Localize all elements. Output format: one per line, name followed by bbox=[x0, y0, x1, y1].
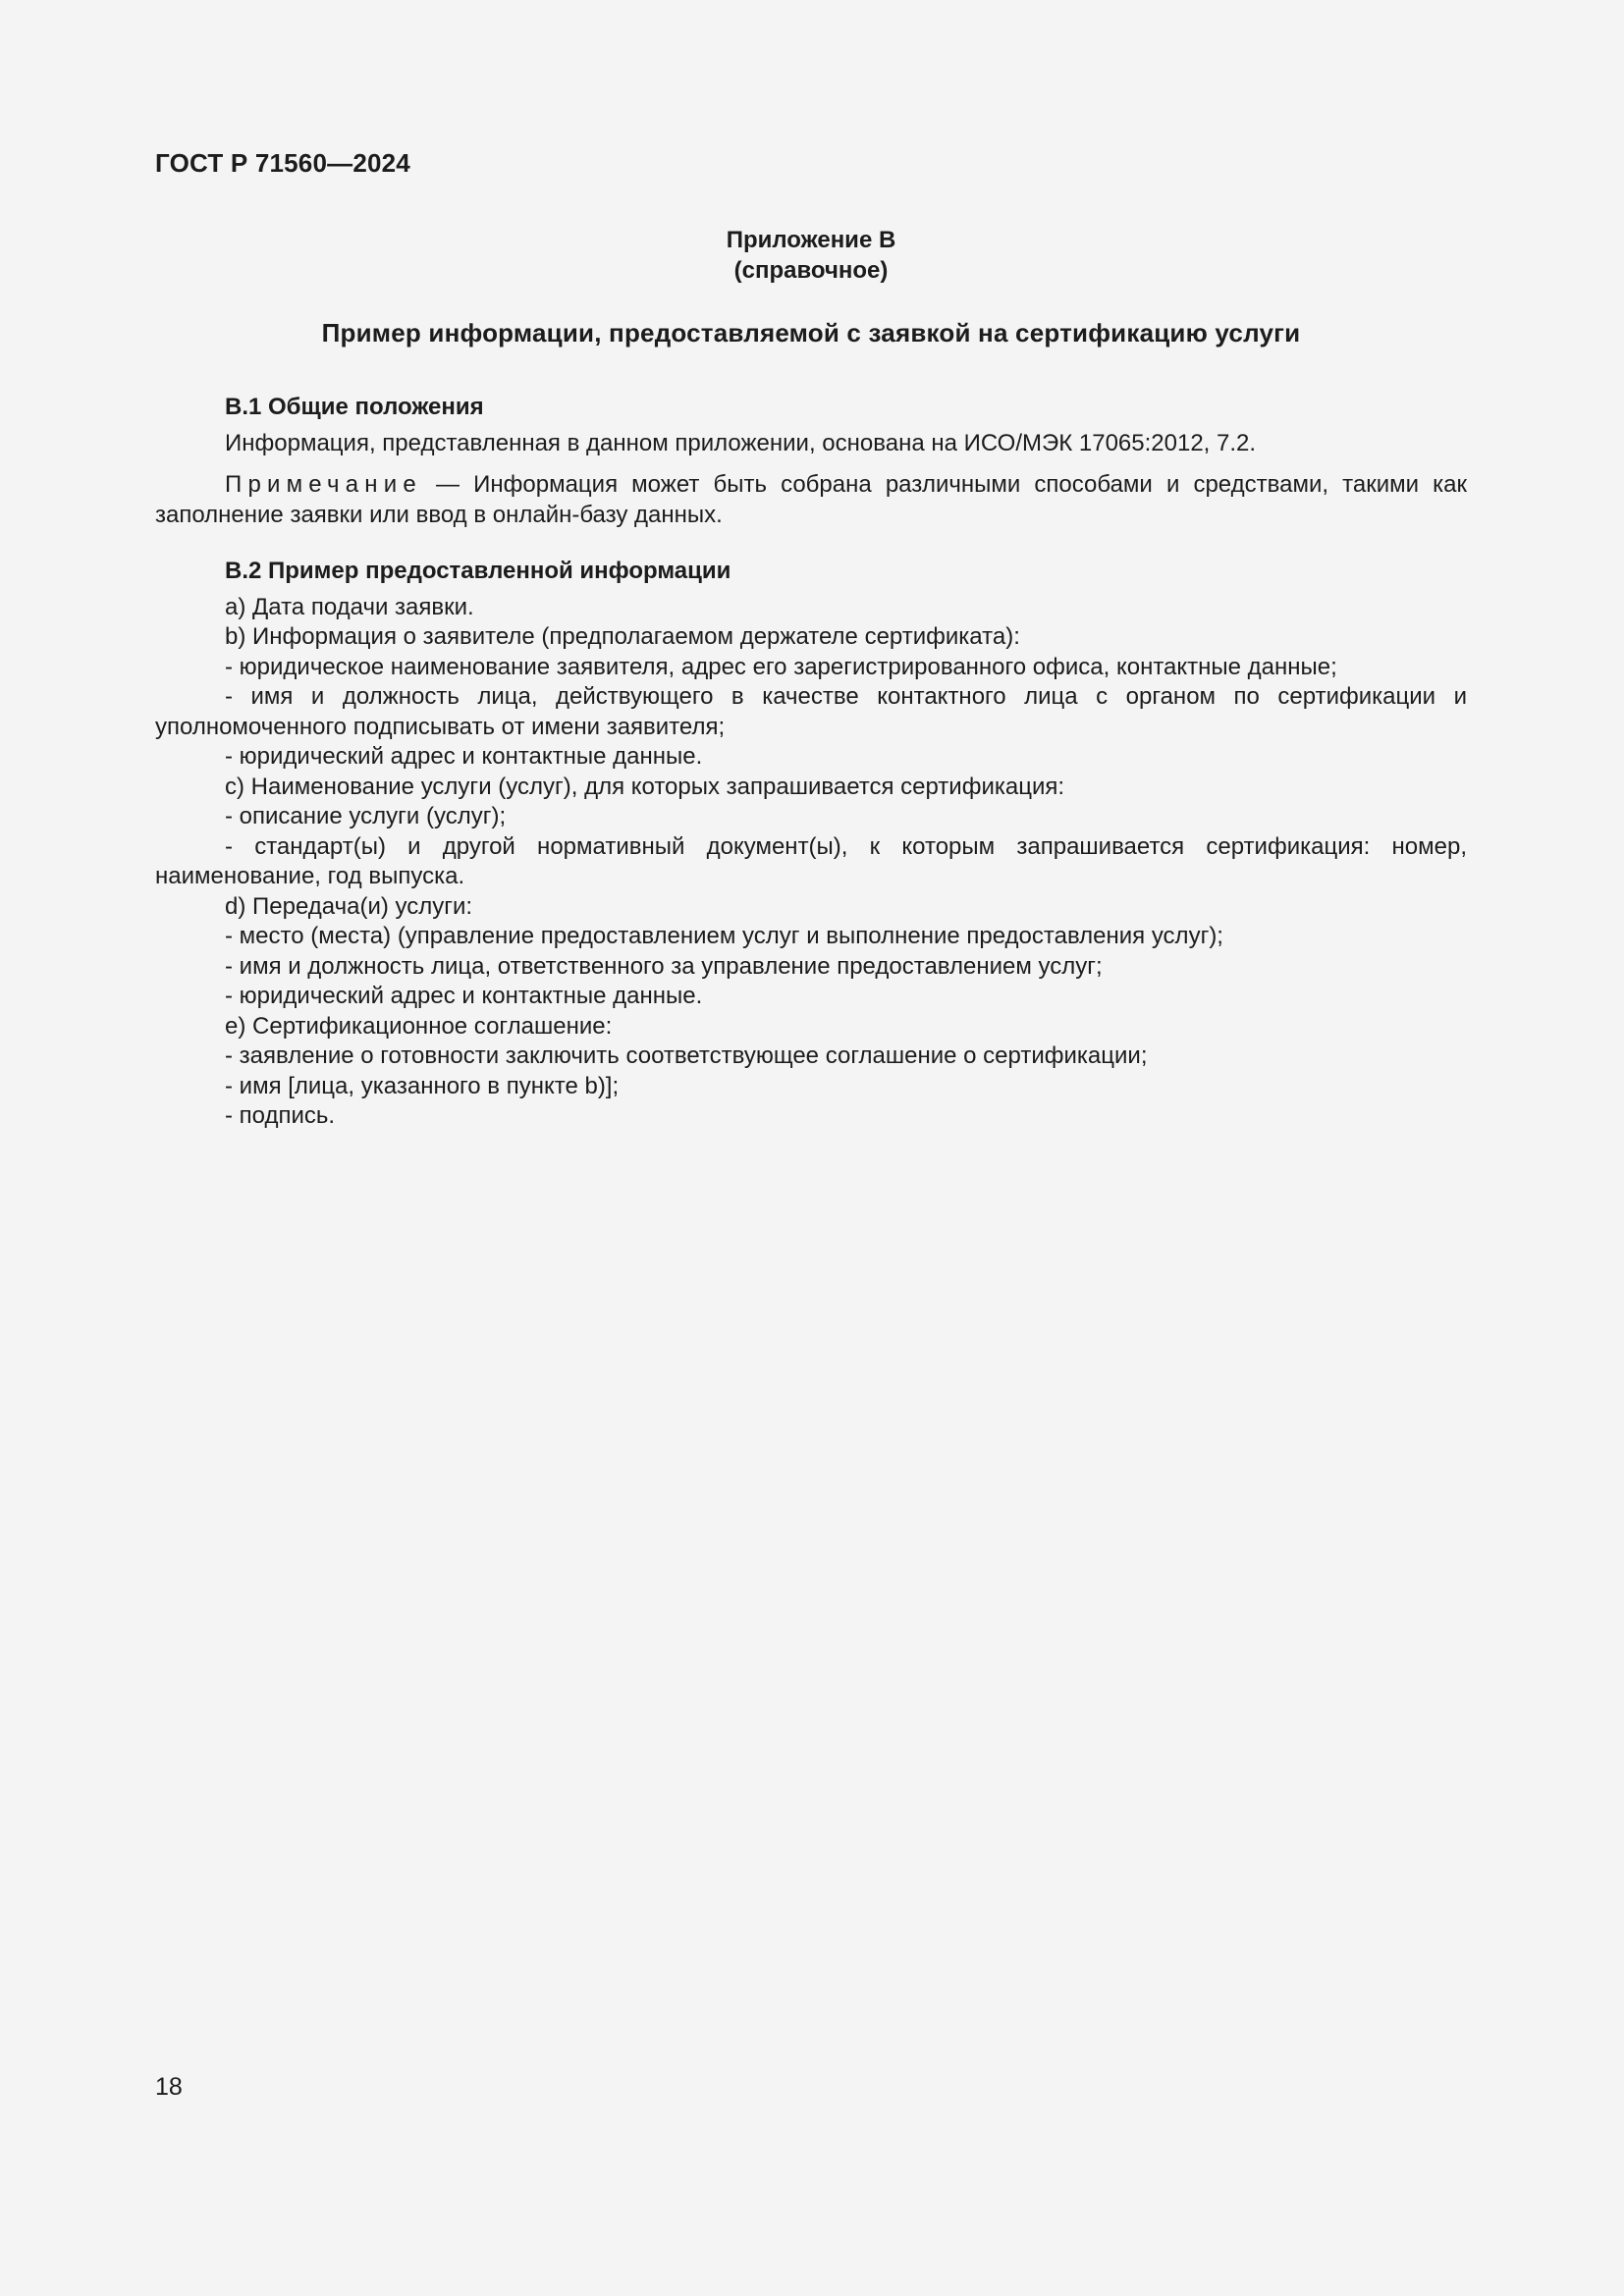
list-item: - место (места) (управление предоставлением услуг и выполнение предоставления услуг); bbox=[225, 923, 1223, 949]
page-number: 18 bbox=[155, 2073, 183, 2101]
section-1-paragraph: Информация, представленная в данном приложении, основана на ИСО/МЭК 17065:2012, 7.2. bbox=[225, 429, 1257, 456]
list-item: - подпись. bbox=[225, 1102, 336, 1129]
note-paragraph bbox=[155, 470, 1467, 530]
document-body bbox=[155, 393, 1467, 1132]
list-item: e) Сертификационное соглашение: bbox=[225, 1012, 613, 1040]
list-item: d) Передача(и) услуги: bbox=[225, 892, 473, 920]
appendix-label: Приложение В bbox=[726, 227, 896, 253]
list-item: - юридическое наименование заявителя, адрес его зарегистрированного офиса, контактные данные; bbox=[225, 653, 1337, 680]
list-item: - юридический адрес и контактные данные. bbox=[225, 743, 703, 770]
document-code: ГОСТ Р 71560—2024 bbox=[155, 148, 410, 178]
list-item: - имя и должность лица, ответственного за управление предоставлением услуг; bbox=[225, 952, 1103, 980]
list-item: a) Дата подачи заявки. bbox=[225, 593, 474, 620]
list-item: - стандарт(ы) и другой нормативный документ(ы), к которым запрашивается сертификация: номер, наименование, год выпуска. bbox=[155, 832, 1467, 889]
section-heading-2: В.2 Пример предоставленной информации bbox=[225, 558, 731, 584]
appendix-type: (справочное) bbox=[733, 257, 889, 284]
appendix-heading bbox=[155, 225, 1467, 286]
section-heading-1: В.1 Общие положения bbox=[225, 394, 484, 420]
note-text: — Информация может быть собрана различными способами и средствами, такими как заполнение заявки или ввод в онлайн-базу данных. bbox=[155, 471, 1467, 528]
list-item: - юридический адрес и контактные данные. bbox=[225, 983, 703, 1009]
list-item: - имя [лица, указанного в пункте b)]; bbox=[225, 1072, 620, 1099]
list-item: - имя и должность лица, действующего в качестве контактного лица с органом по сертификации и уполномоченного подписывать от имени заявителя; bbox=[155, 683, 1467, 740]
list-item: - заявление о готовности заключить соответствующее соглашение о сертификации; bbox=[225, 1042, 1148, 1069]
list-item: b) Информация о заявителе (предполагаемом держателе сертификата): bbox=[225, 623, 1020, 650]
list-item: - описание услуги (услуг); bbox=[225, 803, 507, 829]
appendix-title: Пример информации, предоставляемой с заявкой на сертификацию услуги bbox=[321, 318, 1301, 347]
list-item: c) Наименование услуги (услуг), для которых запрашивается сертификация: bbox=[225, 773, 1065, 800]
note-label: Примечание bbox=[225, 471, 422, 498]
